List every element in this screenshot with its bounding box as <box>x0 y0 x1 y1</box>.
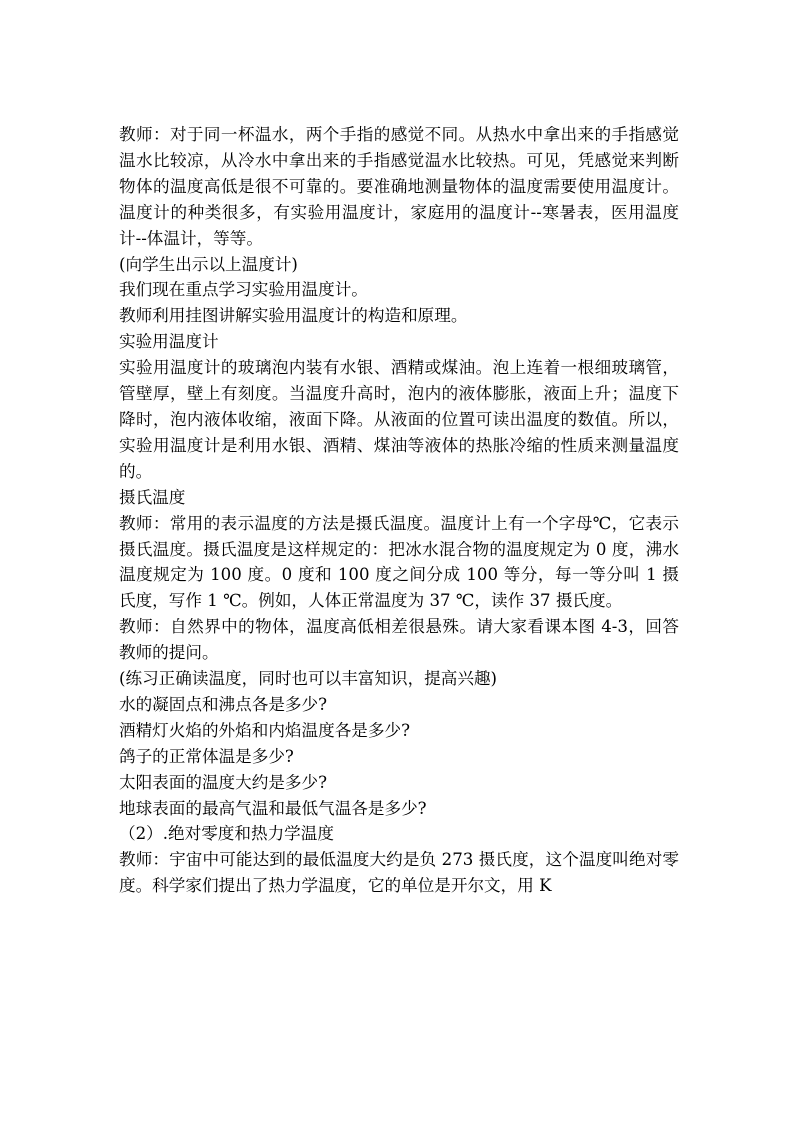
question-earth: 地球表面的最高气温和最低气温各是多少? <box>119 798 427 818</box>
paragraph-wallchart: 教师利用挂图讲解实验用温度计的构造和原理。 <box>119 306 468 326</box>
paragraph-practice-note: (练习正确读温度，同时也可以丰富知识，提高兴趣) <box>119 669 498 689</box>
paragraph-show-thermometers: (向学生出示以上温度计) <box>119 254 298 274</box>
paragraph-lab-thermometer: 实验用温度计的玻璃泡内装有水银、酒精或煤油。泡上连着一根细玻璃管，管壁厚，壁上有刻度。当温度升高时，泡内的液体膨胀，液面上升；温度下降时，泡内液体收缩，液面下降。从液面的位置可读出温度的数值。所以，实验用温度计是利用水银、酒精、煤油等液体的热胀冷缩的性质来测量温度的。 <box>119 358 679 481</box>
heading-absolute-zero: （2）.绝对零度和热力学温度 <box>119 824 334 844</box>
heading-lab-thermometer: 实验用温度计 <box>119 332 219 352</box>
heading-celsius: 摄氏温度 <box>119 487 186 507</box>
question-sun: 太阳表面的温度大约是多少? <box>119 772 328 792</box>
paragraph-intro: 教师：对于同一杯温水，两个手指的感觉不同。从热水中拿出来的手指感觉温水比较凉，从冷水中拿出来的手指感觉温水比较热。可见，凭感觉来判断物体的温度高低是很不可靠的。要准确地测量物体的温度需要使用温度计。温度计的种类很多，有实验用温度计，家庭用的温度计--寒暑表，医用温度计--体温计，等等。 <box>119 125 679 248</box>
paragraph-absolute-zero: 教师：宇宙中可能达到的最低温度大约是负 273 摄氏度，这个温度叫绝对零度。科学家们提出了热力学温度，它的单位是开尔文，用 K <box>119 850 679 896</box>
document-body <box>119 122 679 899</box>
paragraph-celsius: 教师：常用的表示温度的方法是摄氏温度。温度计上有一个字母℃，它表示摄氏温度。摄氏温度是这样规定的：把冰水混合物的温度规定为 0 度，沸水温度规定为 100 度。0 度和 100 度之间分成 100 等分，每一等分叫 1 摄氏度，写作 1 ℃。例如，人体正常温度为 37 ℃，读作 37 摄氏度。 <box>119 513 679 611</box>
paragraph-nature-temperatures: 教师：自然界中的物体，温度高低相差很悬殊。请大家看课本图 4-3，回答教师的提问。 <box>119 617 679 663</box>
question-flame: 酒精灯火焰的外焰和内焰温度各是多少? <box>119 720 410 740</box>
paragraph-focus: 我们现在重点学习实验用温度计。 <box>119 280 368 300</box>
question-pigeon: 鸽子的正常体温是多少? <box>119 746 294 766</box>
question-water: 水的凝固点和沸点各是多少? <box>119 694 328 714</box>
